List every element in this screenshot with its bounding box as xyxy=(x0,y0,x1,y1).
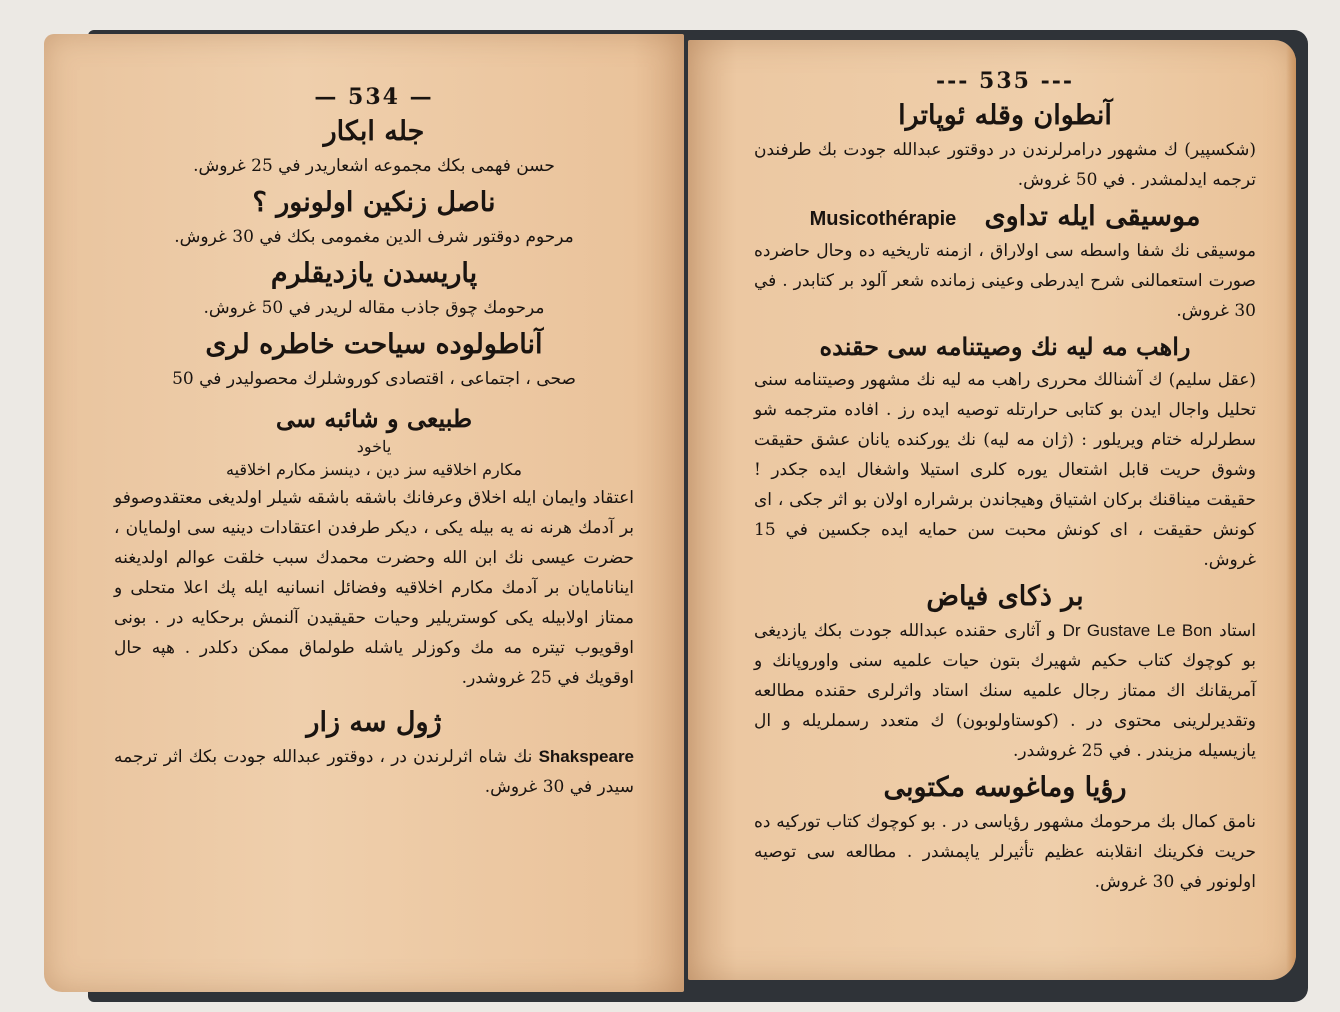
entry-text: (عقل سليم) ك آشنالك محررى راهب مه ليه نك مشهور وصيتنامه سنى تحليل واجال ايدن بو كتابى حرارتله توصيه ايده رز . افاده مترجمه شو سطرلرله ختام ويريلور : (ژان مه ليه) نك يوركنده يانان عشق حقيقت وشوق حريت قابل اشتعال يوره كلرى استيلا واشغال ايده جكدر ! حقيقت ميناقنك بركان اشتياق وهيجاندن برشراره اولان بو اثر جكى ، اى كونش حقيقت ، اى كونش محبت سن حمايه ايده جكسين في 15 غروش. xyxy=(754,370,1256,570)
entry-text: صحى ، اجتماعى ، اقتصادى كوروشلرك محصوليدر في 50 xyxy=(172,369,576,389)
entry-title: رؤيا وماغوسه مكتوبى xyxy=(883,772,1127,803)
entry-text xyxy=(754,616,1256,766)
entry-title: طبيعى و شائبه سى xyxy=(275,404,473,433)
entry-text: حسن فهمى بكك مجموعه اشعاريدر في 25 غروش. xyxy=(193,156,555,176)
entry-title-arabic: موسيقى ايله تداوى xyxy=(984,201,1201,232)
entry-text-rest: نك شاه اثرلرندن در ، دوقتور عبدالله جودت بكك اثر ترجمه سيدر في 30 غروش. xyxy=(114,747,634,797)
entry-latin: Dr Gustave Le Bon xyxy=(1062,621,1213,640)
entry-subtitle: مكارم اخلاقيه سز دين ، دينسز مكارم اخلاقيه xyxy=(226,460,522,479)
entry-title-latin: Musicothérapie xyxy=(809,208,957,230)
entry-text-rest: و آثارى حقنده عبدالله جودت بكك يازديغى بو كوچوك كتاب حكيم شهيرك بتون حيات علميه سنى واوروپانك و آمريقانك اك ممتاز رجال علميه سنك استاد واثرلرى حقنده مطالعه وتقديرلرينى محتوى در . (كوستاولوبون) ك متعدد رسملريله و ال يازيسيله مزيندر . في 25 غروشدر. xyxy=(754,621,1256,761)
page-number-right: --- 535 --- xyxy=(935,68,1075,94)
left-page xyxy=(44,34,684,992)
entry-title: راهب مه ليه نك وصيتنامه سى حقنده xyxy=(819,332,1191,361)
entry-text xyxy=(114,742,634,802)
entry-title: پاريسدن يازديقلرم xyxy=(270,258,478,289)
entry-text-prefix: استاد xyxy=(1219,621,1257,641)
entry-text: مرحوم دوقتور شرف الدين مغمومى بكك في 30 غروش. xyxy=(174,227,574,247)
page-number-left: — 534 — xyxy=(314,84,434,110)
entry-title: ژول سه زار xyxy=(306,707,442,738)
entry-text: (شكسپير) ك مشهور درامرلرندن در دوقتور عبدالله جودت بك طرفندن ترجمه ايدلمشدر . في 50 غروش. xyxy=(754,140,1256,190)
entry-title: آناطولوده سياحت خاطره لرى xyxy=(205,329,543,360)
entry-title xyxy=(754,201,1256,232)
entry-title: آنطوان وقله ئوپاترا xyxy=(898,100,1112,131)
entry-subtitle: ياخود xyxy=(356,437,392,456)
entry-text: مرحومك چوق جاذب مقاله لريدر في 50 غروش. xyxy=(203,298,545,318)
entry-text: موسيقى نك شفا واسطه سى اولاراق ، ازمنه تاريخيه ده وحال حاضرده صورت استعمالنى شرح ايدرطى وعينى زمانده شعر آلود بر كتابدر . في 30 غروش. xyxy=(754,241,1256,321)
entry-text: نامق كمال بك مرحومك مشهور رؤياسى در . بو كوچوك كتاب توركيه ده حريت فكرينك انقلابنه عظيم تأثيرلر ياپمشدر . مطالعه سى توصيه اولونور في 30 غروش. xyxy=(754,812,1256,892)
entry-title: ناصل زنكين اولونور ؟ xyxy=(252,187,496,218)
entry-title: جله ابكار xyxy=(323,116,425,147)
entry-text: اعتقاد وايمان ايله اخلاق وعرفانك باشقه باشقه شيلر اولديغى معتقدوصوفو بر آدمك هرنه نه يه بيله يكى ، ديكر طرفدن اعتقادات دينيه سى اولمايان ، حضرت عيسى نك ابن الله وحضرت محمدك سبب خلقت عوالم اولديغنه اينانامايان بر آدمك مكارم اخلاقيه وفضائل انسانيه ايله پك اعلا متحلى و ممتاز اولابيله يكى كوستريلير وحيات حقيقيدن آلنمش برحكايه در . بونى اوقويوب تيتره مه مك وكوزلر ياشله طولماق ممكن دكلدر . هپه حال اوقويك في 25 غروشدر. xyxy=(114,488,634,688)
entry-latin: Shakspeare xyxy=(538,747,635,766)
right-page xyxy=(688,40,1296,980)
entry-title: بر ذكاى فياض xyxy=(926,581,1084,612)
